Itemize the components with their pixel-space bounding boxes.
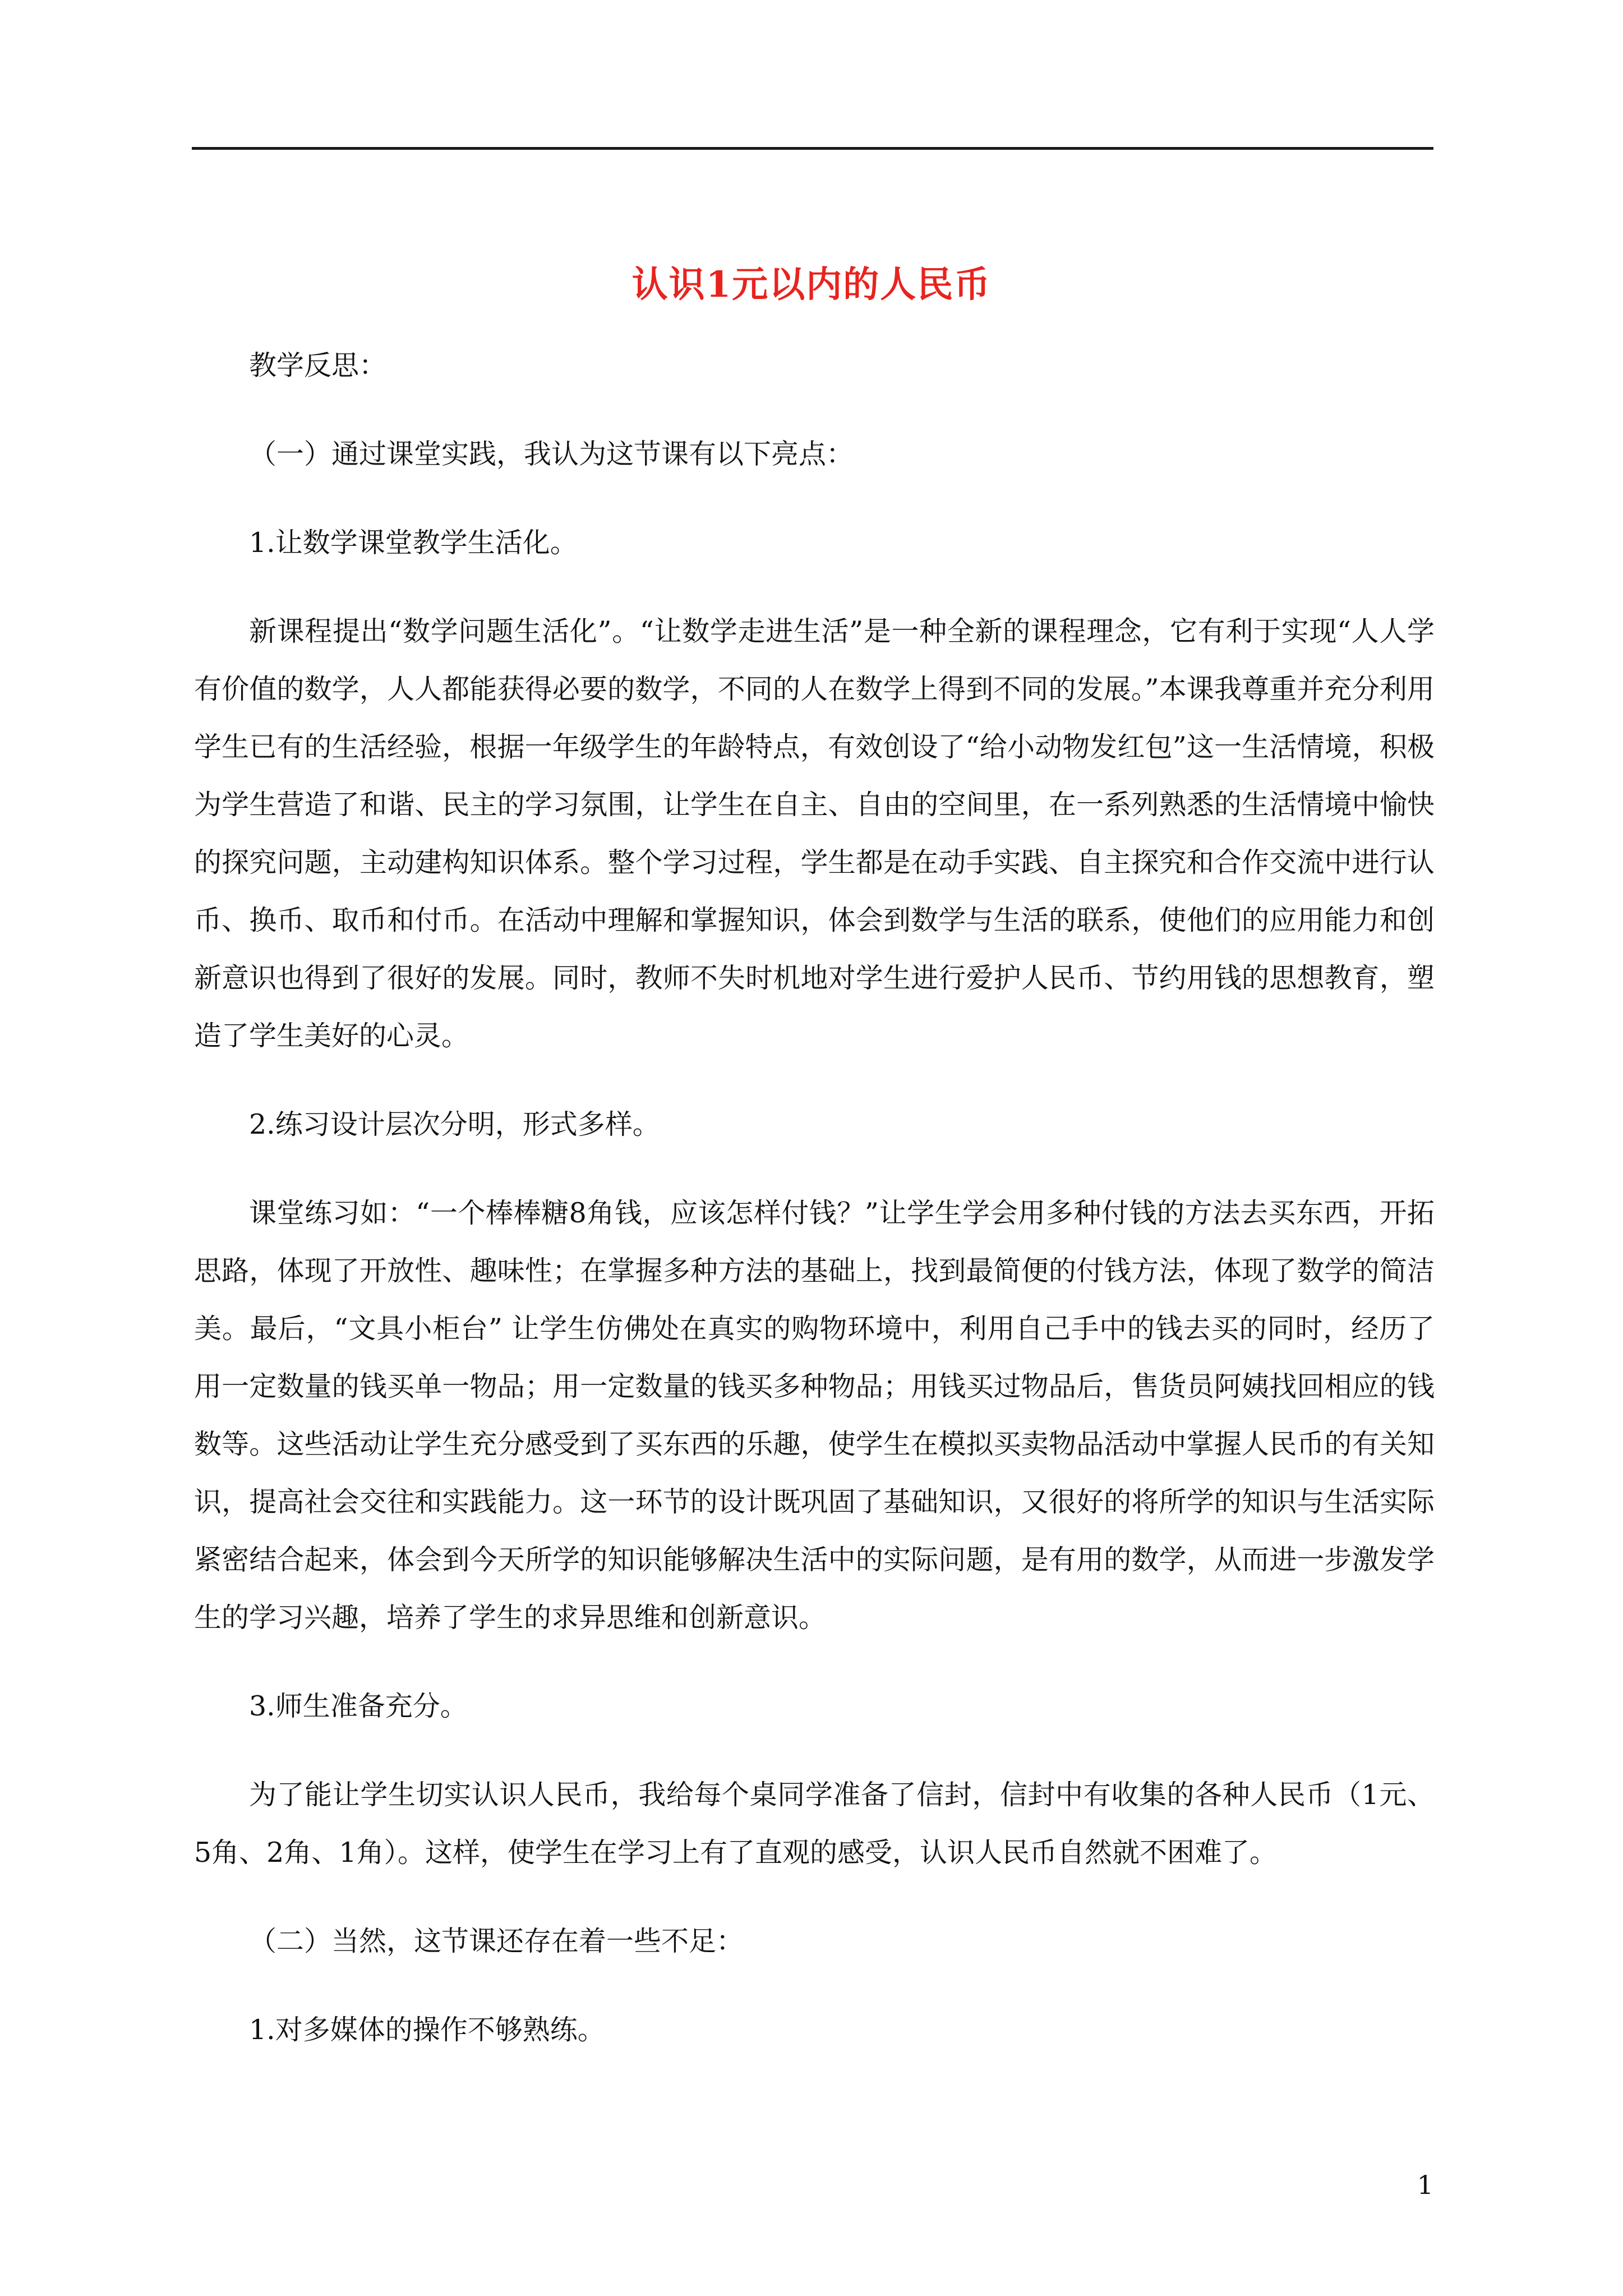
paragraph-point-3-body: 为了能让学生切实认识人民币，我给每个桌同学准备了信封，信封中有收集的各种人民币（1元、5角、2角、1角）。这样，使学生在学习上有了直观的感受，认识人民币自然就不困难了。 — [194, 1779, 1435, 1869]
paragraph-section-two-heading: （二）当然，这节课还存在着一些不足： — [249, 1925, 744, 1957]
paragraph-point-2-heading: 2.练习设计层次分明，形式多样。 — [249, 1108, 660, 1140]
document-body — [194, 337, 1435, 2059]
paragraph-shortcoming-1: 1.对多媒体的操作不够熟练。 — [249, 2014, 605, 2046]
page-number: 1 — [1417, 2170, 1433, 2200]
paragraph-point-2-body: 课堂练习如：“一个棒棒糖8角钱，应该怎样付钱？”让学生学会用多种付钱的方法去买东西，开拓思路，体现了开放性、趣味性；在掌握多种方法的基础上，找到最简便的付钱方法，体现了数学的简洁美。最后，“文具小柜台” 让学生仿佛处在真实的购物环境中，利用自己手中的钱去买的同时，经历了用一定数量的钱买单一物品；用一定数量的钱买多种物品；用钱买过物品后，售货员阿姨找回相应的钱数等。这些活动让学生充分感受到了买东西的乐趣，使学生在模拟买卖物品活动中掌握人民币的有关知识，提高社会交往和实践能力。这一环节的设计既巩固了基础知识，又很好的将所学的知识与生活实际紧密结合起来，体会到今天所学的知识能够解决生活中的实际问题，是有用的数学，从而进一步激发学生的学习兴趣，培养了学生的求异思维和创新意识。 — [194, 1197, 1435, 1634]
paragraph-point-1-body: 新课程提出“数学问题生活化”。“让数学走进生活”是一种全新的课程理念，它有利于实现“人人学有价值的数学，人人都能获得必要的数学，不同的人在数学上得到不同的发展。”本课我尊重并充分利用学生已有的生活经验，根据一年级学生的年龄特点，有效创设了“给小动物发红包”这一生活情境，积极为学生营造了和谐、民主的学习氛围，让学生在自主、自由的空间里，在一系列熟悉的生活情境中愉快的探究问题，主动建构知识体系。整个学习过程，学生都是在动手实践、自主探究和合作交流中进行认币、换币、取币和付币。在活动中理解和掌握知识，体会到数学与生活的联系，使他们的应用能力和创新意识也得到了很好的发展。同时，教师不失时机地对学生进行爱护人民币、节约用钱的思想教育，塑造了学生美好的心灵。 — [194, 615, 1435, 1052]
paragraph-point-1-heading: 1.让数学课堂教学生活化。 — [249, 527, 578, 559]
paragraph-section-one-heading: （一）通过课堂实践，我认为这节课有以下亮点： — [249, 438, 854, 470]
paragraph-reflection-heading: 教学反思： — [249, 349, 387, 381]
paragraph-point-3-heading: 3.师生准备充分。 — [249, 1690, 468, 1722]
header-rule — [192, 147, 1433, 150]
document-title: 认识1元以内的人民币 — [631, 263, 992, 306]
